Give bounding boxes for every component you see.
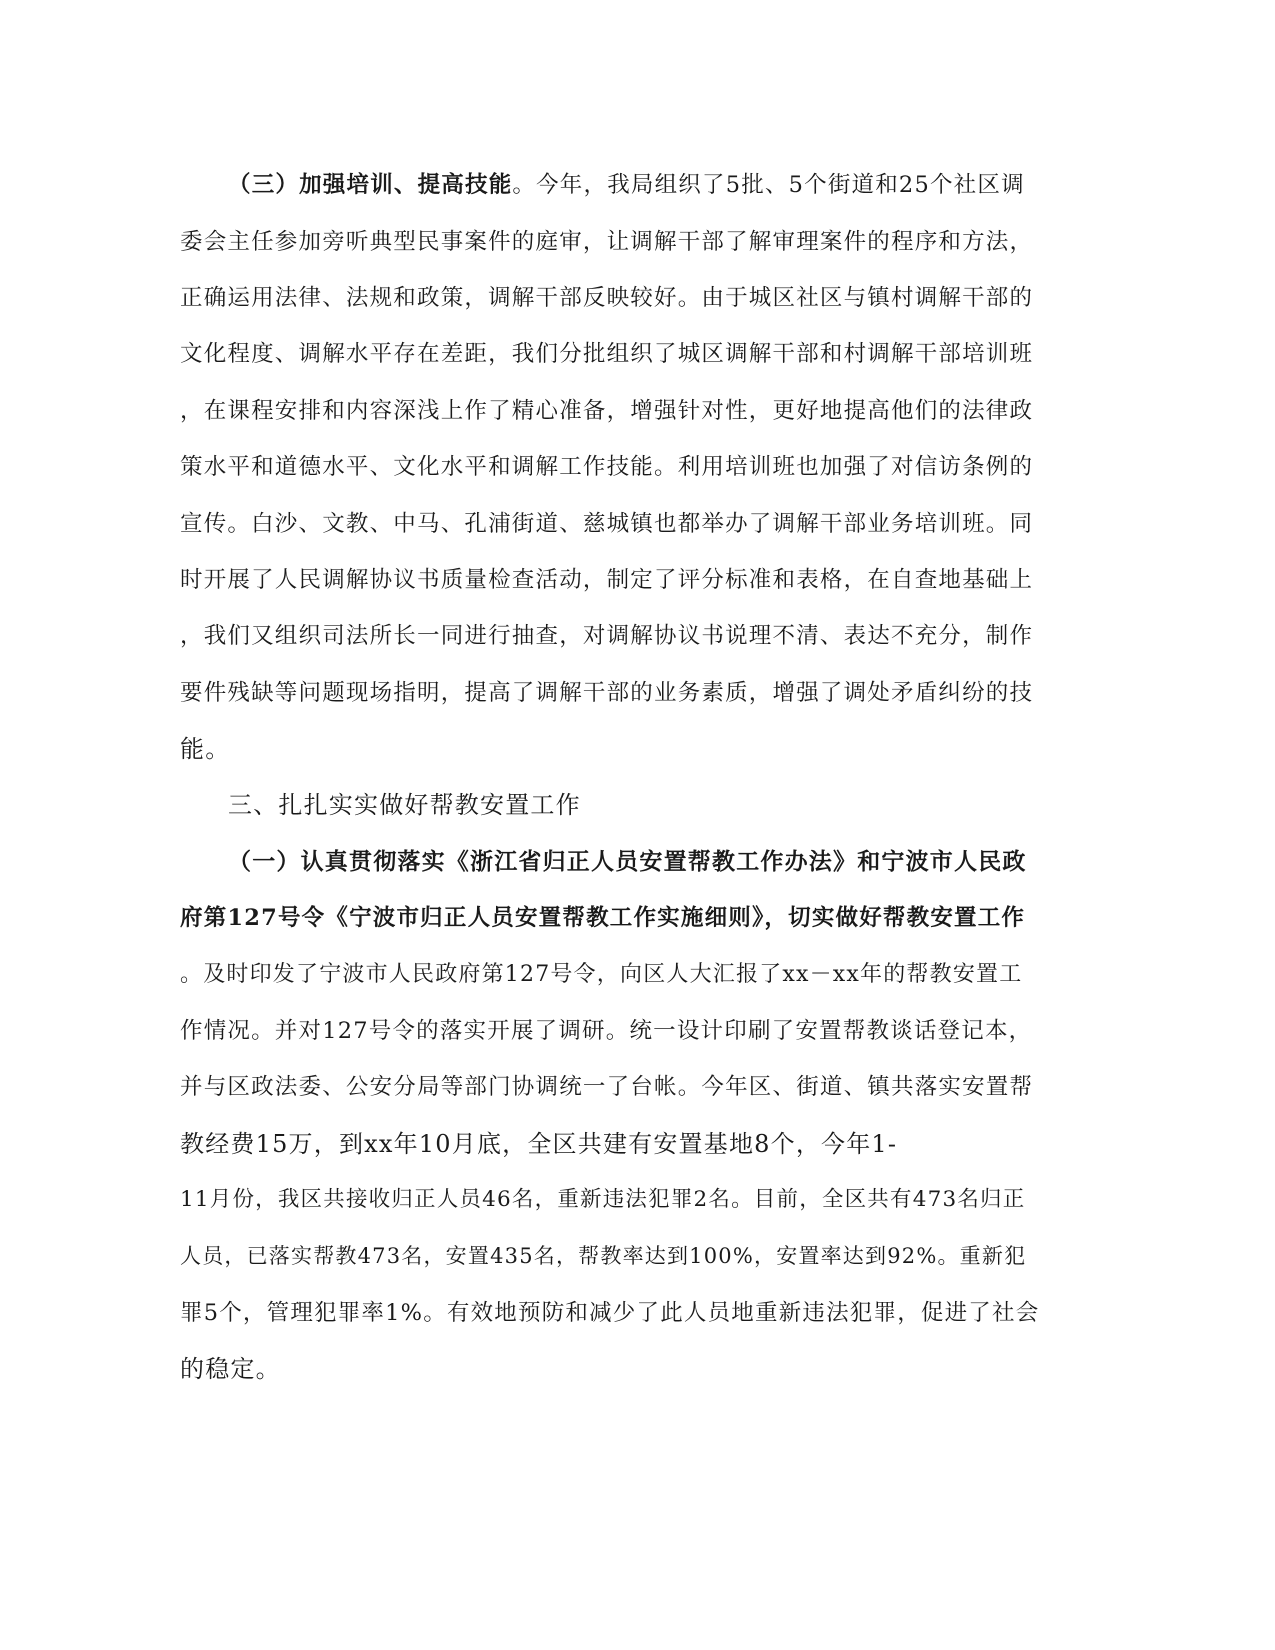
paragraph-line: ，在课程安排和内容深浅上作了精心准备，增强针对性，更好地提高他们的法律政 xyxy=(180,398,1034,424)
section-heading-resettlement: 三、扎扎实实做好帮教安置工作 xyxy=(228,791,581,819)
paragraph-line: 的稳定。 xyxy=(180,1355,281,1383)
subsection-heading-line: （一）认真贯彻落实《浙江省归正人员安置帮教工作办法》和宁波市人民政 xyxy=(228,848,1027,875)
paragraph-training-line-1 xyxy=(228,170,1038,200)
paragraph-line: 人员，已落实帮教473名，安置435名，帮教率达到100%，安置率达到92%。重新犯 xyxy=(180,1244,1027,1268)
paragraph-line: 策水平和道德水平、文化水平和调解工作技能。利用培训班也加强了对信访条例的 xyxy=(180,454,1034,480)
paragraph-line: 宣传。白沙、文教、中马、孔浦街道、慈城镇也都举办了调解干部业务培训班。同 xyxy=(180,511,1034,537)
paragraph-line: 。及时印发了宁波市人民政府第127号令，向区人大汇报了xx－xx年的帮教安置工 xyxy=(180,962,1023,987)
paragraph-line: 时开展了人民调解协议书质量检查活动，制定了评分标准和表格，在自查地基础上 xyxy=(180,567,1034,593)
paragraph-line: 正确运用法律、法规和政策，调解干部反映较好。由于城区社区与镇村调解干部的 xyxy=(180,285,1034,311)
paragraph-line: 能。 xyxy=(180,735,231,763)
paragraph-line: 罪5个，管理犯罪率1%。有效地预防和减少了此人员地重新违法犯罪，促进了社会 xyxy=(180,1300,1040,1326)
subsection-heading-line: 府第127号令《宁波市归正人员安置帮教工作实施细则》，切实做好帮教安置工作 xyxy=(180,905,1026,931)
paragraph-line: 并与区政法委、公安分局等部门协调统一了台帐。今年区、街道、镇共落实安置帮 xyxy=(180,1074,1034,1100)
paragraph-line: 教经费15万，到xx年10月底，全区共建有安置基地8个，今年1- xyxy=(180,1130,898,1158)
paragraph-line: 11月份，我区共接收归正人员46名，重新违法犯罪2名。目前，全区共有473名归正 xyxy=(180,1187,1026,1212)
paragraph-line: 文化程度、调解水平存在差距，我们分批组织了城区调解干部和村调解干部培训班 xyxy=(180,341,1034,367)
paragraph-line: 作情况。并对127号令的落实开展了调研。统一设计印刷了安置帮教谈话登记本， xyxy=(180,1018,1033,1044)
paragraph-line: ，我们又组织司法所长一同进行抽查，对调解协议书说理不清、表达不充分，制作 xyxy=(180,623,1034,649)
section-heading-training: （三）加强培训、提高技能 xyxy=(228,172,513,198)
paragraph-text: 。今年，我局组织了5批、5个街道和25个社区调 xyxy=(512,172,1025,198)
paragraph-line: 要件残缺等问题现场指明，提高了调解干部的业务素质，增强了调处矛盾纠纷的技 xyxy=(180,680,1034,706)
paragraph-line: 委会主任参加旁听典型民事案件的庭审，让调解干部了解审理案件的程序和方法， xyxy=(180,229,1034,255)
